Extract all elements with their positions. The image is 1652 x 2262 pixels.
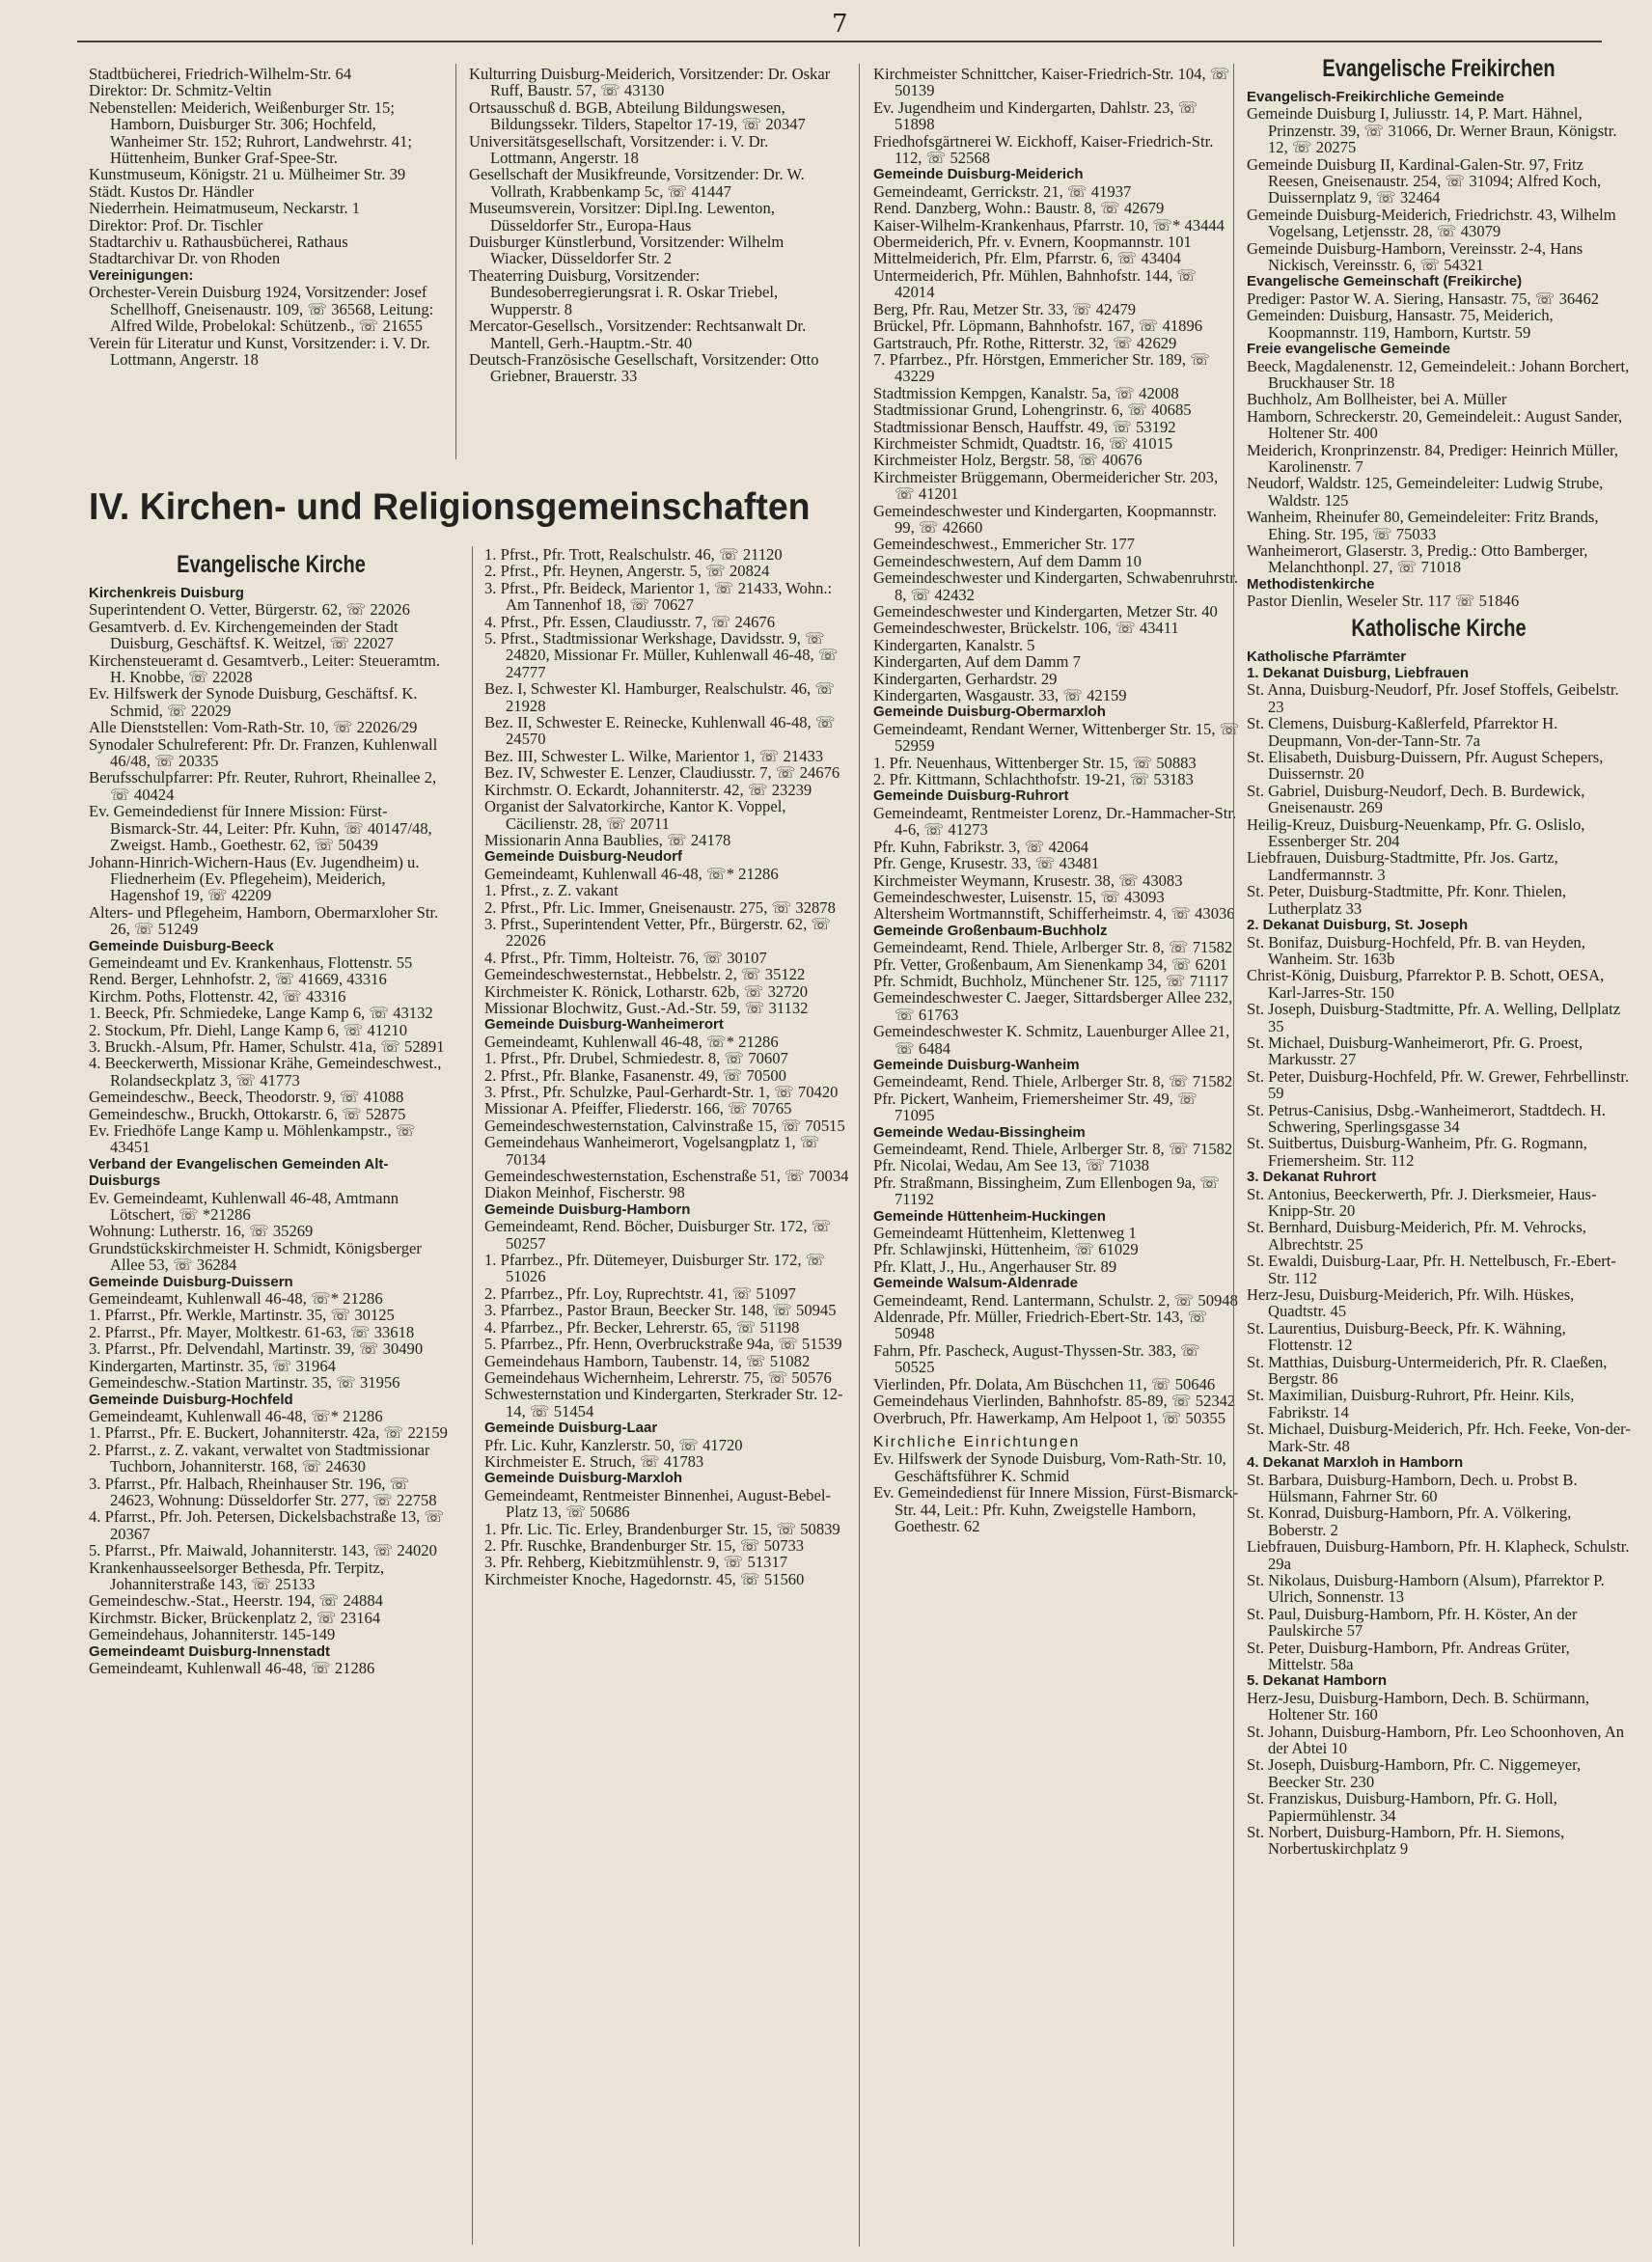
directory-entry: St. Anna, Duisburg-Neudorf, Pfr. Josef Stoffels, Geibelstr. 23: [1247, 680, 1619, 716]
directory-entry: Gemeindeschwest., Emmericher Str. 177: [873, 535, 1135, 554]
directory-entry: 1. Pfrst., Pfr. Drubel, Schmiedestr. 8, ☏ 70607: [484, 1049, 788, 1068]
directory-entry: Kindergarten, Gerhardstr. 29: [873, 669, 1058, 688]
directory-entry: 2. Pfr. Kittmann, Schlachthofstr. 19-21, ☏ 53183: [873, 770, 1194, 789]
entry-heading: Verband der Evangelischen Gemeinden Alt-Duisburgs: [89, 1155, 389, 1190]
directory-entry: St. Ewaldi, Duisburg-Laar, Pfr. H. Nettelbusch, Fr.-Ebert-Str. 112: [1247, 1252, 1616, 1287]
directory-entry: Krankenhausseelsorger Bethesda, Pfr. Terpitz, Johanniterstraße 143, ☏ 25133: [89, 1558, 385, 1593]
directory-entry: Liebfrauen, Duisburg-Hamborn, Pfr. H. Klapheck, Schulstr. 29a: [1247, 1537, 1630, 1573]
directory-entry: St. Michael, Duisburg-Meiderich, Pfr. Hch. Feeke, Von-der-Mark-Str. 48: [1247, 1420, 1631, 1455]
directory-entry: Gemeindeamt, Kuhlenwall 46-48, ☏ 21286: [89, 1659, 375, 1677]
directory-entry: 2. Pfarrst., z. Z. vakant, verwaltet von Stadtmissionar Tuchborn, Johanniterstr. 168, ☏ 24630: [89, 1440, 430, 1476]
directory-entry: Gemeindeamt, Rend. Thiele, Arlberger Str. 8, ☏ 71582: [873, 1140, 1233, 1158]
directory-entry: Buchholz, Am Bollheister, bei A. Müller: [1247, 390, 1507, 409]
column-divider: [472, 546, 473, 2245]
directory-entry: 3. Pfrst., Pfr. Schulzke, Paul-Gerhardt-Str. 1, ☏ 70420: [484, 1083, 839, 1101]
column-divider: [1233, 64, 1234, 2247]
directory-entry: St. Barbara, Duisburg-Hamborn, Dech. u. Probst B. Hülsmann, Fahrner Str. 60: [1247, 1470, 1578, 1505]
directory-entry: Aldenrade, Pfr. Müller, Friedrich-Ebert-Str. 143, ☏ 50948: [873, 1308, 1208, 1343]
entry-heading: Gemeinde Walsum-Aldenrade: [873, 1275, 1078, 1292]
directory-entry: Stadtmission Kempgen, Kanalstr. 5a, ☏ 42008: [873, 383, 1179, 402]
directory-entry: 3. Pfarrst., Pfr. Delvendahl, Martinstr. 39, ☏ 30490: [89, 1339, 424, 1359]
entry-heading: 5. Dekanat Hamborn: [1247, 1672, 1388, 1690]
directory-entry: Pfr. Klatt, J., Hu., Angerhauser Str. 89: [873, 1256, 1117, 1276]
directory-entry: Gemeindehaus Vierlinden, Bahnhofstr. 85-89, ☏ 52342: [873, 1392, 1236, 1411]
directory-entry: Pfr. Straßmann, Bissingheim, Zum Ellenbogen 9a, ☏ 71192: [873, 1172, 1221, 1209]
directory-entry: St. Michael, Duisburg-Wanheimerort, Pfr. G. Proest, Markusstr. 27: [1247, 1033, 1583, 1069]
directory-entry: Gemeindeschw., Beeck, Theodorstr. 9, ☏ 41088: [89, 1088, 404, 1107]
column-1-cultural: [89, 66, 440, 459]
entry-heading: Gemeinde Duisburg-Neudorf: [484, 848, 683, 866]
section-heading: IV. Kirchen- und Religionsgemeinschaften: [89, 486, 811, 528]
directory-entry: Gemeindeamt, Kuhlenwall 46-48, ☏* 21286: [484, 1032, 779, 1051]
directory-entry: St. Paul, Duisburg-Hamborn, Pfr. H. Köster, An der Paulskirche 57: [1247, 1604, 1578, 1641]
directory-entry: Synodaler Schulreferent: Pfr. Dr. Franzen, Kuhlenwall 46/48, ☏ 20335: [89, 734, 438, 771]
entry-heading: 1. Dekanat Duisburg, Liebfrauen: [1247, 665, 1470, 681]
directory-entry: Duisburger Künstlerbund, Vorsitzender: Wilhelm Wiacker, Düsseldorfer Str. 2: [469, 233, 785, 268]
entry-heading: 2. Dekanat Duisburg, St. Joseph: [1247, 917, 1469, 934]
directory-entry: Beeck, Magdalenenstr. 12, Gemeindeleit.: Johann Borchert, Bruckhauser Str. 18: [1247, 356, 1630, 392]
directory-entry: Grundstückskirchmeister H. Schmidt, Königsberger Allee 53, ☏ 36284: [89, 1238, 422, 1275]
directory-entry: Kindergarten, Auf dem Damm 7: [873, 652, 1081, 672]
directory-entry: Alters- und Pflegeheim, Hamborn, Obermarxloher Str. 26, ☏ 51249: [89, 902, 439, 939]
directory-entry: Ev. Gemeindeamt, Kuhlenwall 46-48, Amtmann Lötschert, ☏ *21286: [89, 1188, 399, 1225]
directory-entry: Gemeindeschwester und Kindergarten, Schwabenruhrstr. 8, ☏ 42432: [873, 568, 1239, 604]
directory-entry: 3. Pfrst., Pfr. Beideck, Marientor 1, ☏ 21433, Wohn.: Am Tannenhof 18, ☏ 70627: [484, 578, 833, 615]
directory-entry: Gemeindeamt Hüttenheim, Klettenweg 1: [873, 1224, 1137, 1243]
directory-entry: Direktor: Dr. Schmitz-Veltin: [89, 81, 272, 100]
entry-heading: Gemeinde Duisburg-Wanheim: [873, 1056, 1080, 1073]
directory-entry: Ev. Gemeindedienst für Innere Mission: Fürst-Bismarck-Str. 44, Leiter: Pfr. Kuhn, ☏ 40147/48, Zweigst. Hamb., Goethestr. 62, ☏ 50439: [89, 802, 432, 855]
directory-entry: Ev. Hilfswerk der Synode Duisburg, Geschäftsf. K. Schmid, ☏ 22029: [89, 684, 418, 720]
directory-entry: Stadtarchivar Dr. von Rhoden: [89, 249, 281, 268]
directory-entry: Vierlinden, Pfr. Dolata, Am Büschchen 11, ☏ 50646: [873, 1374, 1216, 1393]
directory-entry: Bez. I, Schwester Kl. Hamburger, Realschulstr. 46, ☏ 21928: [484, 679, 836, 715]
directory-entry: Gemeindeschwester und Kindergarten, Koopmannstr. 99, ☏ 42660: [873, 501, 1217, 537]
directory-entry: Gemeindeschwester K. Schmitz, Lauenburger Allee 21, ☏ 6484: [873, 1022, 1230, 1058]
directory-entry: Theaterring Duisburg, Vorsitzender: Bundesoberregierungsrat i. R. Oskar Triebel, Wupperstr. 8: [469, 265, 779, 318]
directory-entry: Stadtmissionar Grund, Lohengrinstr. 6, ☏ 40685: [873, 400, 1192, 420]
directory-entry: 1. Beeck, Pfr. Schmiedeke, Lange Kamp 6, ☏ 43132: [89, 1004, 433, 1023]
directory-entry: 1. Pfr. Neuenhaus, Wittenberger Str. 15, ☏ 50883: [873, 753, 1197, 772]
directory-entry: 5. Pfarrbez., Pfr. Henn, Overbruckstraße 94a, ☏ 51539: [484, 1335, 842, 1354]
header-rule: [77, 41, 1602, 42]
directory-entry: St. Matthias, Duisburg-Untermeiderich, Pfr. R. Claeßen, Bergstr. 86: [1247, 1352, 1608, 1389]
directory-entry: Gemeindeamt, Kuhlenwall 46-48, ☏* 21286: [89, 1289, 383, 1309]
directory-entry: 5. Pfrst., Stadtmissionar Werkshage, Davidsstr. 9, ☏ 24820, Missionar Fr. Müller, Kuhlenwall 46-48, ☏ 24777: [484, 629, 839, 681]
entry-heading: Gemeinde Duisburg-Hochfeld: [89, 1391, 293, 1408]
directory-entry: Stadtmissionar Bensch, Hauffstr. 49, ☏ 53192: [873, 417, 1176, 436]
directory-entry: Ev. Gemeindedienst für Innere Mission, Fürst-Bismarck-Str. 44, Leit.: Pfr. Kuhn, Zweigstelle Hamborn, Goethestr. 62: [873, 1483, 1239, 1535]
entry-heading: Gemeinde Duisburg-Ruhrort: [873, 787, 1069, 805]
directory-entry: Gemeindeschw.-Stat., Heerstr. 194, ☏ 24884: [89, 1591, 383, 1611]
subsection-heading: Katholische Kirche: [1351, 614, 1527, 642]
entry-heading: Kirchliche Einrichtungen: [873, 1433, 1081, 1450]
directory-entry: Gemeindeamt, Rentmeister Lorenz, Dr.-Hammacher-Str. 4-6, ☏ 41273: [873, 803, 1237, 840]
column-2-evangelische-kirche: [484, 546, 849, 2245]
entry-heading: Vereinigungen:: [89, 266, 194, 284]
directory-entry: Liebfrauen, Duisburg-Stadtmitte, Pfr. Jos. Gartz, Landfermannstr. 3: [1247, 848, 1558, 884]
directory-entry: Friedhofsgärtnerei W. Eickhoff, Kaiser-Friedrich-Str. 112, ☏ 52568: [873, 131, 1214, 168]
directory-entry: Kirchmeister E. Struch, ☏ 41783: [484, 1451, 704, 1471]
directory-entry: Museumsverein, Vorsitzer: Dipl.Ing. Lewenton, Düsseldorfer Str., Europa-Haus: [469, 199, 775, 234]
column-divider: [455, 64, 456, 459]
directory-entry: Bez. III, Schwester L. Wilke, Marientor 1, ☏ 21433: [484, 746, 824, 765]
entry-heading: Gemeindeamt Duisburg-Innenstadt: [89, 1642, 331, 1660]
directory-entry: St. Maximilian, Duisburg-Ruhrort, Pfr. Heinr. Kils, Fabrikstr. 14: [1247, 1386, 1575, 1421]
directory-entry: Kindergarten, Kanalstr. 5: [873, 635, 1035, 654]
directory-entry: Diakon Meinhof, Fischerstr. 98: [484, 1183, 685, 1202]
directory-entry: Rend. Danzberg, Wohn.: Baustr. 8, ☏ 42679: [873, 199, 1165, 218]
directory-entry: Gartstrauch, Pfr. Rothe, Ritterstr. 32, ☏ 42629: [873, 333, 1177, 352]
directory-entry: 2. Pfarrbez., Pfr. Loy, Ruprechtstr. 41, ☏ 51097: [484, 1283, 796, 1303]
entry-heading: Gemeinde Großenbaum-Buchholz: [873, 922, 1108, 939]
entry-heading: Evangelisch-Freikirchliche Gemeinde: [1247, 89, 1504, 105]
directory-entry: Gemeindeamt, Rend. Lantermann, Schulstr. 2, ☏ 50948: [873, 1290, 1238, 1310]
directory-entry: 2. Pfrst., Pfr. Lic. Immer, Gneisenaustr. 275, ☏ 32878: [484, 897, 836, 917]
directory-entry: Kirchensteueramt d. Gesamtverb., Leiter: Steueramtm. H. Knobbe, ☏ 22028: [89, 650, 441, 687]
directory-entry: Mittelmeiderich, Pfr. Elm, Pfarrstr. 6, ☏ 43404: [873, 249, 1181, 268]
entry-heading: Kirchenkreis Duisburg: [89, 585, 244, 601]
directory-entry: Pfr. Lic. Kuhr, Kanzlerstr. 50, ☏ 41720: [484, 1435, 743, 1454]
entry-heading: Methodistenkirche: [1247, 575, 1375, 593]
directory-entry: 1. Pfarrbez., Pfr. Dütemeyer, Duisburger Str. 172, ☏ 51026: [484, 1251, 826, 1286]
directory-entry: Mercator-Gesellsch., Vorsitzender: Rechtsanwalt Dr. Mantell, Gerh.-Hauptm.-Str. 40: [469, 317, 807, 352]
directory-entry: Pfr. Nicolai, Wedau, Am See 13, ☏ 71038: [873, 1156, 1149, 1175]
directory-entry: 1. Pfarrst., Pfr. E. Buckert, Johanniterstr. 42a, ☏ 22159: [89, 1423, 448, 1443]
directory-entry: Herz-Jesu, Duisburg-Hamborn, Dech. B. Schürmann, Holtener Str. 160: [1247, 1688, 1589, 1724]
directory-entry: 1. Pfarrst., Pfr. Werkle, Martinstr. 35, ☏ 30125: [89, 1306, 395, 1325]
page-number: 7: [832, 10, 848, 39]
directory-entry: 3. Pfarrst., Pfr. Halbach, Rheinhauser Str. 196, ☏ 24623, Wohnung: Düsseldorfer Str. 277, ☏ 22758: [89, 1474, 437, 1509]
directory-entry: Städt. Kustos Dr. Händler: [89, 181, 254, 201]
directory-entry: Gemeindeschwesternstation, Eschenstraße 51, ☏ 70034: [484, 1167, 849, 1186]
directory-entry: 2. Pfarrst., Pfr. Mayer, Moltkestr. 61-63, ☏ 33618: [89, 1322, 415, 1341]
directory-entry: Kirchmstr. Bicker, Brückenplatz 2, ☏ 23164: [89, 1608, 381, 1627]
directory-entry: Pfr. Kuhn, Fabrikstr. 3, ☏ 42064: [873, 837, 1089, 856]
directory-entry: Superintendent O. Vetter, Bürgerstr. 62, ☏ 22026: [89, 600, 410, 620]
directory-entry: 2. Pfrst., Pfr. Blanke, Fasanenstr. 49, ☏ 70500: [484, 1065, 786, 1085]
entry-heading: 4. Dekanat Marxloh in Hamborn: [1247, 1454, 1464, 1472]
directory-entry: St. Johann, Duisburg-Hamborn, Pfr. Leo Schoonhoven, An der Abtei 10: [1247, 1722, 1625, 1757]
entry-heading: 3. Dekanat Ruhrort: [1247, 1169, 1377, 1186]
directory-entry: 3. Pfr. Rehberg, Kiebitzmühlenstr. 9, ☏ 51317: [484, 1553, 788, 1572]
directory-entry: 4. Pfrst., Pfr. Essen, Claudiusstr. 7, ☏ 24676: [484, 612, 776, 631]
directory-entry: 1. Pfrst., z. Z. vakant: [484, 881, 619, 900]
directory-entry: Stadtbücherei, Friedrich-Wilhelm-Str. 64: [89, 66, 352, 83]
directory-entry: St. Konrad, Duisburg-Hamborn, Pfr. A. Völkering, Boberstr. 2: [1247, 1503, 1572, 1539]
directory-entry: Gemeindeschwester und Kindergarten, Metzer Str. 40: [873, 602, 1218, 621]
directory-entry: Kindergarten, Martinstr. 35, ☏ 31964: [89, 1356, 336, 1375]
directory-entry: Kirchmeister Weymann, Krusestr. 38, ☏ 43083: [873, 870, 1183, 890]
directory-entry: Pfr. Schmidt, Buchholz, Münchener Str. 125, ☏ 71117: [873, 971, 1228, 990]
entry-heading: Freie evangelische Gemeinde: [1247, 341, 1450, 358]
directory-entry: 5. Pfarrst., Pfr. Maiwald, Johanniterstr. 143, ☏ 24020: [89, 1541, 437, 1560]
directory-entry: Gemeindeamt, Rend. Böcher, Duisburger Str. 172, ☏ 50257: [484, 1217, 832, 1253]
directory-entry: Direktor: Prof. Dr. Tischler: [89, 215, 263, 234]
directory-entry: 2. Pfr. Ruschke, Brandenburger Str. 15, ☏ 50733: [484, 1535, 805, 1555]
directory-entry: St. Peter, Duisburg-Hamborn, Pfr. Andreas Grüter, Mittelstr. 58a: [1247, 1638, 1570, 1673]
directory-entry: Gemeindeamt, Kuhlenwall 46-48, ☏* 21286: [89, 1406, 383, 1425]
directory-entry: Gemeindehaus, Johanniterstr. 145-149: [89, 1625, 336, 1644]
directory-entry: St. Bonifaz, Duisburg-Hochfeld, Pfr. B. van Heyden, Wanheim. Str. 163b: [1247, 932, 1585, 968]
directory-entry: 3. Pfarrbez., Pastor Braun, Beecker Str. 148, ☏ 50945: [484, 1301, 837, 1320]
directory-entry: Gemeinde Duisburg-Hamborn, Vereinsstr. 2-4, Hans Nickisch, Vereinsstr. 6, ☏ 54321: [1247, 238, 1583, 275]
directory-entry: Gemeindeschwester, Luisenstr. 15, ☏ 43093: [873, 887, 1165, 906]
directory-entry: St. Joseph, Duisburg-Stadtmitte, Pfr. A. Welling, Dellplatz 35: [1247, 1000, 1621, 1035]
directory-entry: Kirchmstr. O. Eckardt, Johanniterstr. 42, ☏ 23239: [484, 780, 812, 799]
directory-entry: Ortsausschuß d. BGB, Abteilung Bildungswesen, Bildungssekr. Tilders, Stapeltor 17-19, ☏ 20347: [469, 97, 806, 134]
directory-entry: Stadtarchiv u. Rathausbücherei, Rathaus: [89, 233, 348, 252]
directory-entry: Wohnung: Lutherstr. 16, ☏ 35269: [89, 1222, 314, 1241]
directory-entry: St. Norbert, Duisburg-Hamborn, Pfr. H. Siemons, Norbertuskirchplatz 9: [1247, 1823, 1565, 1859]
entry-heading: Gemeinde Duisburg-Wanheimerort: [484, 1016, 724, 1034]
directory-entry: Gemeinde Duisburg-Meiderich, Friedrichstr. 43, Wilhelm Vogelsang, Letjensstr. 28, ☏ 43079: [1247, 205, 1616, 241]
directory-entry: Heilig-Kreuz, Duisburg-Neuenkamp, Pfr. G. Oslislo, Essenberger Str. 204: [1247, 814, 1585, 851]
directory-entry: 4. Pfrst., Pfr. Timm, Holteistr. 76, ☏ 30107: [484, 948, 767, 967]
directory-entry: 2. Stockum, Pfr. Diehl, Lange Kamp 6, ☏ 41210: [89, 1020, 408, 1039]
directory-entry: St. Peter, Duisburg-Hochfeld, Pfr. W. Grewer, Fehrbellinstr. 59: [1247, 1066, 1630, 1103]
directory-entry: St. Nikolaus, Duisburg-Hamborn (Alsum), Pfarrektor P. Ulrich, Sonnenstr. 13: [1247, 1570, 1605, 1607]
directory-entry: Kirchmeister K. Rönick, Lotharstr. 62b, ☏ 32720: [484, 981, 809, 1001]
directory-entry: Gemeindehaus Wanheimerort, Vogelsangplatz 1, ☏ 70134: [484, 1133, 820, 1169]
directory-entry: Kulturring Duisburg-Meiderich, Vorsitzender: Dr. Oskar Ruff, Baustr. 57, ☏ 43130: [469, 66, 831, 100]
directory-entry: Gemeindeschwesternstation, Calvinstraße 15, ☏ 70515: [484, 1116, 845, 1135]
directory-entry: Gemeindeamt, Rend. Thiele, Arlberger Str. 8, ☏ 71582: [873, 938, 1233, 957]
directory-entry: Gemeindeschwester, Brückelstr. 106, ☏ 43411: [873, 619, 1179, 638]
directory-entry: Pfr. Schlawjinski, Hüttenheim, ☏ 61029: [873, 1240, 1139, 1259]
directory-entry: Bez. IV, Schwester E. Lenzer, Claudiusstr. 7, ☏ 24676: [484, 763, 840, 783]
directory-entry: St. Bernhard, Duisburg-Meiderich, Pfr. M. Vehrocks, Albrechtstr. 25: [1247, 1218, 1586, 1254]
entry-heading: Gemeinde Wedau-Bissingheim: [873, 1123, 1086, 1141]
entry-heading: Gemeinde Duisburg-Hamborn: [484, 1200, 691, 1218]
column-1-evangelische-kirche: [89, 546, 454, 2245]
directory-entry: 3. Bruckh.-Alsum, Pfr. Hamer, Schulstr. 41a, ☏ 52891: [89, 1036, 445, 1056]
directory-entry: Meiderich, Kronprinzenstr. 84, Prediger: Heinrich Müller, Karolinenstr. 7: [1247, 440, 1619, 476]
directory-entry: Gemeindeschwesternstat., Hebbelstr. 2, ☏ 35122: [484, 965, 806, 984]
directory-entry: Prediger: Pastor W. A. Siering, Hansastr. 75, ☏ 36462: [1247, 289, 1600, 308]
directory-entry: Neudorf, Waldstr. 125, Gemeindeleiter: Ludwig Strube, Waldstr. 125: [1247, 474, 1604, 510]
directory-entry: Kirchmeister Schmidt, Quadtstr. 16, ☏ 41015: [873, 433, 1173, 453]
column-3-gemeinden: [873, 66, 1240, 2247]
directory-entry: Brückel, Pfr. Löpmann, Bahnhofstr. 167, ☏ 41896: [873, 317, 1203, 336]
directory-entry: Gemeindeamt, Gerrickstr. 21, ☏ 41937: [873, 181, 1132, 201]
directory-entry: Missionarin Anna Baublies, ☏ 24178: [484, 830, 731, 849]
directory-entry: Gemeindeamt und Ev. Krankenhaus, Flottenstr. 55: [89, 952, 413, 972]
directory-entry: Gemeindeamt, Kuhlenwall 46-48, ☏* 21286: [484, 864, 779, 883]
directory-entry: Overbruch, Pfr. Hawerkamp, Am Helpoot 1, ☏ 50355: [873, 1408, 1226, 1427]
directory-entry: Schwesternstation und Kindergarten, Sterkrader Str. 12-14, ☏ 51454: [484, 1385, 843, 1421]
entry-heading: Gemeinde Duisburg-Meiderich: [873, 166, 1084, 183]
directory-entry: Gemeindeschwester C. Jaeger, Sittardsberger Allee 232, ☏ 61763: [873, 988, 1233, 1024]
directory-entry: Kirchmeister Schnittcher, Kaiser-Friedrich-Str. 104, ☏ 50139: [873, 66, 1230, 100]
directory-entry: Alle Dienststellen: Vom-Rath-Str. 10, ☏ 22026/29: [89, 718, 418, 737]
directory-entry: St. Clemens, Duisburg-Kaßlerfeld, Pfarrektor H. Deupmann, Von-der-Tann-Str. 7a: [1247, 714, 1558, 750]
column-divider: [859, 64, 860, 2247]
directory-entry: St. Laurentius, Duisburg-Beeck, Pfr. K. Wähning, Flottenstr. 12: [1247, 1318, 1566, 1355]
directory-entry: St. Suitbertus, Duisburg-Wanheim, Pfr. G. Rogmann, Friemersheim. Str. 112: [1247, 1134, 1587, 1170]
directory-entry: St. Franziskus, Duisburg-Hamborn, Pfr. G. Holl, Papiermühlenstr. 34: [1247, 1789, 1557, 1825]
directory-entry: Bez. II, Schwester E. Reinecke, Kuhlenwall 46-48, ☏ 24570: [484, 713, 836, 749]
directory-entry: St. Antonius, Beeckerwerth, Pfr. J. Dierksmeier, Haus-Knipp-Str. 20: [1247, 1184, 1597, 1220]
directory-entry: Gemeindehaus Wichernheim, Lehrerstr. 75, ☏ 50576: [484, 1367, 832, 1387]
directory-entry: Nebenstellen: Meiderich, Weißenburger Str. 15; Hamborn, Duisburger Str. 306; Hochfeld, Wanheimer Str. 152; Ruhrort, Landwehrstr. 41; Hüttenheim, Bunker Graf-Spee-Str.: [89, 97, 412, 168]
directory-entry: Gemeindeschwestern, Auf dem Damm 10: [873, 551, 1142, 570]
directory-entry: Kaiser-Wilhelm-Krankenhaus, Pfarrstr. 10, ☏* 43444: [873, 215, 1225, 234]
directory-entry: 4. Beeckerwerth, Missionar Krähe, Gemeindeschwest., Rolandseckplatz 3, ☏ 41773: [89, 1054, 442, 1090]
directory-entry: 4. Pfarrbez., Pfr. Becker, Lehrerstr. 65, ☏ 51198: [484, 1317, 800, 1337]
directory-entry: Berufsschulpfarrer: Pfr. Reuter, Ruhrort, Rheinallee 2, ☏ 40424: [89, 768, 437, 804]
column-2-cultural: [469, 66, 834, 459]
directory-entry: Gemeindeschw.-Station Martinstr. 35, ☏ 31956: [89, 1373, 400, 1393]
entry-heading: Gemeinde Duisburg-Obermarxloh: [873, 703, 1106, 721]
directory-entry: 2. Pfrst., Pfr. Heynen, Angerstr. 5, ☏ 20824: [484, 562, 770, 581]
directory-entry: St. Joseph, Duisburg-Hamborn, Pfr. C. Niggemeyer, Beecker Str. 230: [1247, 1755, 1582, 1791]
directory-entry: Gesellschaft der Musikfreunde, Vorsitzender: Dr. W. Vollrath, Krabbenkamp 5c, ☏ 41447: [469, 165, 805, 201]
directory-entry: Altersheim Wortmannstift, Schifferheimstr. 4, ☏ 43036: [873, 904, 1235, 924]
directory-entry: St. Gabriel, Duisburg-Neudorf, Dech. B. Burdewick, Gneisenaustr. 269: [1247, 781, 1585, 817]
directory-entry: Kirchm. Poths, Flottenstr. 42, ☏ 43316: [89, 986, 346, 1006]
directory-entry: Gemeinde Duisburg I, Juliusstr. 14, P. Mart. Hähnel, Prinzenstr. 39, ☏ 31066, Dr. Werner Braun, Königstr. 12, ☏ 20275: [1247, 104, 1617, 157]
directory-entry: Wanheim, Rheinufer 80, Gemeindeleiter: Fritz Brands, Ehing. Str. 195, ☏ 75033: [1247, 508, 1599, 543]
directory-entry: Pastor Dienlin, Weseler Str. 117 ☏ 51846: [1247, 592, 1520, 611]
subsection-heading: Evangelische Freikirchen: [1322, 55, 1556, 82]
directory-entry: Untermeiderich, Pfr. Mühlen, Bahnhofstr. 144, ☏ 42014: [873, 265, 1198, 302]
directory-entry: Kunstmuseum, Königstr. 21 u. Mülheimer Str. 39: [89, 165, 406, 184]
directory-entry: Kindergarten, Wasgaustr. 33, ☏ 42159: [873, 686, 1127, 705]
directory-entry: Gemeindeschw., Bruckh, Ottokarstr. 6, ☏ 52875: [89, 1104, 406, 1123]
directory-entry: St. Elisabeth, Duisburg-Duissern, Pfr. August Schepers, Duissernstr. 20: [1247, 748, 1604, 784]
directory-entry: 7. Pfarrbez., Pfr. Hörstgen, Emmericher Str. 189, ☏ 43229: [873, 349, 1210, 386]
directory-entry: Verein für Literatur und Kunst, Vorsitzender: i. V. Dr. Lottmann, Angerstr. 18: [89, 333, 430, 369]
directory-entry: 3. Pfrst., Superintendent Vetter, Pfr., Bürgerstr. 62, ☏ 22026: [484, 914, 832, 951]
directory-entry: Kirchmeister Knoche, Hagedornstr. 45, ☏ 51560: [484, 1569, 805, 1588]
directory-entry: Fahrn, Pfr. Pascheck, August-Thyssen-Str. 383, ☏ 50525: [873, 1340, 1200, 1377]
directory-entry: Kirchmeister Holz, Bergstr. 58, ☏ 40676: [873, 451, 1143, 470]
directory-entry: Berg, Pfr. Rau, Metzer Str. 33, ☏ 42479: [873, 299, 1137, 318]
directory-entry: Rend. Berger, Lehnhofstr. 2, ☏ 41669, 43316: [89, 970, 387, 989]
entry-heading: Gemeinde Duisburg-Beeck: [89, 937, 274, 954]
directory-entry: Missionar A. Pfeiffer, Fliederstr. 166, ☏ 70765: [484, 1099, 792, 1118]
directory-entry: Organist der Salvatorkirche, Kantor K. Voppel, Cäcilienstr. 28, ☏ 20711: [484, 797, 786, 833]
directory-entry: Gemeindeamt, Rentmeister Binnenhei, August-Bebel-Platz 13, ☏ 50686: [484, 1485, 831, 1522]
directory-entry: Orchester-Verein Duisburg 1924, Vorsitzender: Josef Schellhoff, Gneisenaustr. 109, ☏ 36568, Leitung: Alfred Wilde, Probelokal: Schützenb., ☏ 21655: [89, 283, 434, 336]
entry-heading: Gemeinde Duisburg-Laar: [484, 1420, 658, 1437]
directory-entry: Gemeindehaus Hamborn, Taubenstr. 14, ☏ 51082: [484, 1351, 811, 1370]
directory-entry: Ev. Jugendheim und Kindergarten, Dahlstr. 23, ☏ 51898: [873, 97, 1198, 134]
directory-entry: Ev. Hilfswerk der Synode Duisburg, Vom-Rath-Str. 10, Geschäftsführer K. Schmid: [873, 1449, 1226, 1485]
directory-entry: Christ-König, Duisburg, Pfarrektor P. B. Schott, OESA, Karl-Jarres-Str. 150: [1247, 966, 1605, 1002]
entry-heading: Katholische Pfarrämter: [1247, 648, 1407, 665]
directory-entry: Deutsch-Französische Gesellschaft, Vorsitzender: Otto Griebner, Brauerstr. 33: [469, 349, 819, 386]
entry-heading: Gemeinde Hüttenheim-Huckingen: [873, 1207, 1106, 1225]
directory-entry: Pfr. Pickert, Wanheim, Friemersheimer Str. 49, ☏ 71095: [873, 1089, 1198, 1125]
directory-entry: 4. Pfarrst., Pfr. Joh. Petersen, Dickelsbachstraße 13, ☏ 20367: [89, 1507, 445, 1543]
directory-entry: St. Peter, Duisburg-Stadtmitte, Pfr. Konr. Thielen, Lutherplatz 33: [1247, 882, 1567, 918]
column-4-freikirchen-katholisch: [1247, 50, 1631, 2247]
directory-entry: Wanheimerort, Glaserstr. 3, Predig.: Otto Bamberger, Melanchthonpl. 27, ☏ 71018: [1247, 540, 1588, 577]
directory-entry: 1. Pfr. Lic. Tic. Erley, Brandenburger Str. 15, ☏ 50839: [484, 1519, 840, 1538]
directory-entry: 1. Pfrst., Pfr. Trott, Realschulstr. 46, ☏ 21120: [484, 546, 783, 564]
directory-entry: Universitätsgesellschaft, Vorsitzender: i. V. Dr. Lottmann, Angerstr. 18: [469, 131, 769, 168]
directory-entry: Niederrhein. Heimatmuseum, Neckarstr. 1: [89, 199, 361, 218]
directory-entry: Ev. Friedhöfe Lange Kamp u. Möhlenkampstr., ☏ 43451: [89, 1121, 416, 1157]
entry-heading: Gemeinde Duisburg-Marxloh: [484, 1470, 683, 1487]
directory-entry: Johann-Hinrich-Wichern-Haus (Ev. Jugendheim) u. Fliednerheim (Ev. Pflegeheim), Meiderich, Hagenshof 19, ☏ 42209: [89, 852, 420, 905]
directory-entry: Kirchmeister Brüggemann, Obermeidericher Str. 203, ☏ 41201: [873, 467, 1219, 504]
directory-entry: St. Petrus-Canisius, Dsbg.-Wanheimerort, Stadtdech. H. Schwering, Sperlingsgasse 34: [1247, 1100, 1606, 1136]
subsection-heading: Evangelische Kirche: [177, 551, 366, 578]
directory-entry: Pfr. Vetter, Großenbaum, Am Sienenkamp 34, ☏ 6201: [873, 954, 1227, 974]
directory-entry: Gemeindeamt, Rend. Thiele, Arlberger Str. 8, ☏ 71582: [873, 1072, 1233, 1091]
entry-heading: Gemeinde Duisburg-Duissern: [89, 1273, 293, 1290]
directory-entry: Obermeiderich, Pfr. v. Evnern, Koopmannstr. 101: [873, 233, 1192, 252]
directory-entry: Pfr. Genge, Krusestr. 33, ☏ 43481: [873, 854, 1100, 873]
directory-entry: Gemeinden: Duisburg, Hansastr. 75, Meiderich, Koopmannstr. 119, Hamborn, Kurtstr. 59: [1247, 306, 1554, 342]
entry-heading: Evangelische Gemeinschaft (Freikirche): [1247, 273, 1523, 290]
directory-entry: Gemeinde Duisburg II, Kardinal-Galen-Str. 97, Fritz Reesen, Gneisenaustr. 254, ☏ 31094; Alfred Koch, Duissernplatz 9, ☏ 32464: [1247, 154, 1602, 207]
directory-entry: Gesamtverb. d. Ev. Kirchengemeinden der Stadt Duisburg, Geschäftsf. K. Weitzel, ☏ 22027: [89, 617, 399, 653]
directory-entry: Gemeindeamt, Rendant Werner, Wittenberger Str. 15, ☏ 52959: [873, 719, 1240, 756]
directory-entry: Herz-Jesu, Duisburg-Meiderich, Pfr. Wilh. Hüskes, Quadtstr. 45: [1247, 1285, 1575, 1321]
directory-entry: Hamborn, Schreckerstr. 20, Gemeindeleit.: August Sander, Holtener Str. 400: [1247, 406, 1623, 443]
directory-entry: Missionar Blochwitz, Gust.-Ad.-Str. 59, ☏ 31132: [484, 998, 809, 1017]
